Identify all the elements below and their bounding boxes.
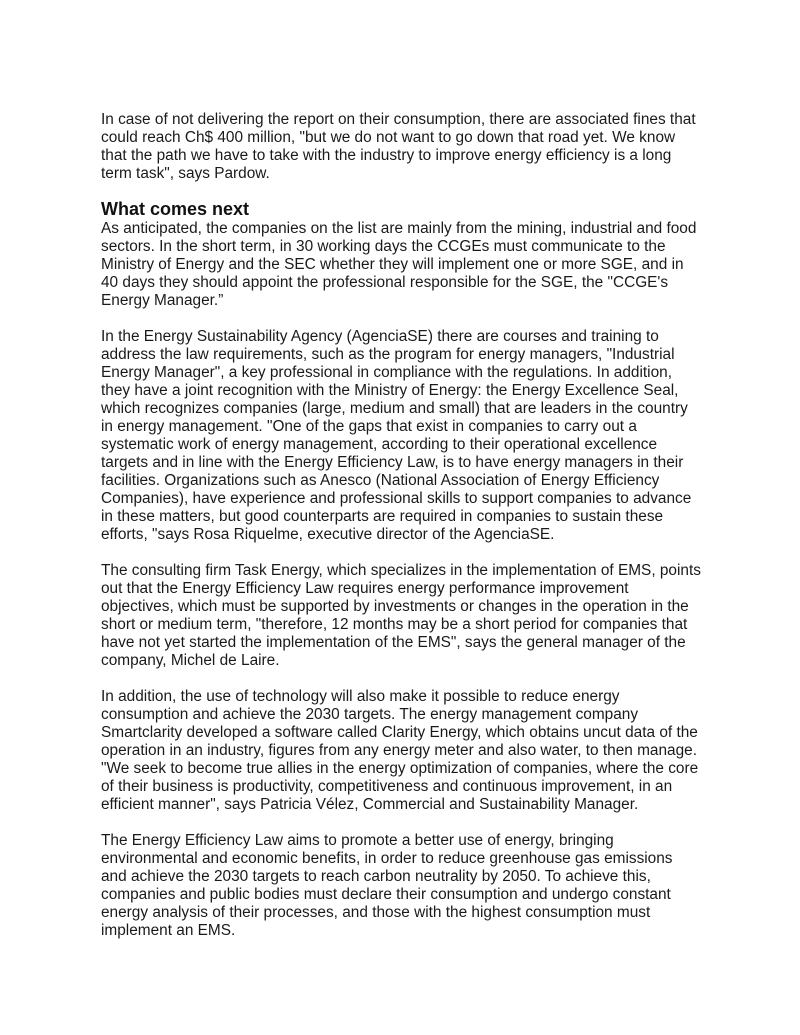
- text-line: companies and public bodies must declare their consumption and undergo constant: [101, 886, 671, 903]
- paragraph-agenciase: [101, 328, 741, 544]
- text-line: Smartclarity developed a software called Clarity Energy, which obtains uncut data of the: [101, 724, 698, 741]
- text-line: In addition, the use of technology will also make it possible to reduce energy: [101, 688, 620, 705]
- text-line: in these matters, but good counterparts are required in companies to sustain these: [101, 508, 664, 525]
- text-line: company, Michel de Laire.: [101, 652, 280, 669]
- paragraph-law-summary: [101, 832, 741, 940]
- paragraph-task-energy: [101, 562, 741, 670]
- text-line: 40 days they should appoint the professional responsible for the SGE, the "CCGE's: [101, 274, 669, 291]
- text-line: As anticipated, the companies on the list are mainly from the mining, industrial and food: [101, 220, 697, 237]
- text-line: and achieve the 2030 targets to reach carbon neutrality by 2050. To achieve this,: [101, 868, 651, 885]
- text-line: targets and in line with the Energy Efficiency Law, is to have energy managers in their: [101, 454, 684, 471]
- text-line: facilities. Organizations such as Anesco (National Association of Energy Efficiency: [101, 472, 660, 489]
- text-line: out that the Energy Efficiency Law requires energy performance improvement: [101, 580, 629, 597]
- text-line: environmental and economic benefits, in order to reduce greenhouse gas emissions: [101, 850, 673, 867]
- text-line: sectors. In the short term, in 30 working days the CCGEs must communicate to the: [101, 238, 666, 255]
- text-line: objectives, which must be supported by investments or changes in the operation in the: [101, 598, 689, 615]
- text-line: have not yet started the implementation of the EMS", says the general manager of the: [101, 634, 686, 651]
- paragraph-technology: [101, 688, 741, 814]
- paragraph-ccge-timeline: [101, 220, 741, 310]
- document-page: [101, 111, 741, 958]
- text-line: implement an EMS.: [101, 922, 236, 939]
- intro-paragraph: [101, 111, 741, 183]
- text-line: Companies), have experience and professional skills to support companies to advance: [101, 490, 692, 507]
- text-line: The consulting firm Task Energy, which specializes in the implementation of EMS, points: [101, 562, 701, 579]
- text-line: efforts, "says Rosa Riquelme, executive director of the AgenciaSE.: [101, 526, 555, 543]
- text-line: address the law requirements, such as the program for energy managers, "Industrial: [101, 346, 675, 363]
- text-line: operation in an industry, figures from any energy meter and also water, to then manage.: [101, 742, 698, 759]
- text-line: systematic work of energy management, according to their operational excellence: [101, 436, 658, 453]
- text-line: short or medium term, "therefore, 12 months may be a short period for companies that: [101, 616, 688, 633]
- text-line: efficient manner", says Patricia Vélez, Commercial and Sustainability Manager.: [101, 796, 639, 813]
- text-line: In case of not delivering the report on their consumption, there are associated fines that: [101, 111, 696, 128]
- text-line: In the Energy Sustainability Agency (AgenciaSE) there are courses and training to: [101, 328, 659, 345]
- text-line: of their business is productivity, competitiveness and continuous improvement, in an: [101, 778, 673, 795]
- text-line: they have a joint recognition with the Ministry of Energy: the Energy Excellence Seal,: [101, 382, 679, 399]
- text-line: in energy management. "One of the gaps that exist in companies to carry out a: [101, 418, 637, 435]
- text-line: Energy Manager", a key professional in compliance with the regulations. In addition,: [101, 364, 672, 381]
- text-line: consumption and achieve the 2030 targets. The energy management company: [101, 706, 639, 723]
- text-line: Ministry of Energy and the SEC whether they will implement one or more SGE, and in: [101, 256, 684, 273]
- text-line: The Energy Efficiency Law aims to promote a better use of energy, bringing: [101, 832, 614, 849]
- text-line: energy analysis of their processes, and those with the highest consumption must: [101, 904, 651, 921]
- section-heading: What comes next: [101, 199, 250, 219]
- text-line: "We seek to become true allies in the energy optimization of companies, where the core: [101, 760, 699, 777]
- text-line: which recognizes companies (large, medium and small) that are leaders in the country: [101, 400, 688, 417]
- text-line: Energy Manager.”: [101, 292, 224, 309]
- text-line: could reach Ch$ 400 million, "but we do not want to go down that road yet. We know: [101, 129, 676, 146]
- text-line: term task", says Pardow.: [101, 165, 270, 182]
- text-line: that the path we have to take with the industry to improve energy efficiency is a long: [101, 147, 672, 164]
